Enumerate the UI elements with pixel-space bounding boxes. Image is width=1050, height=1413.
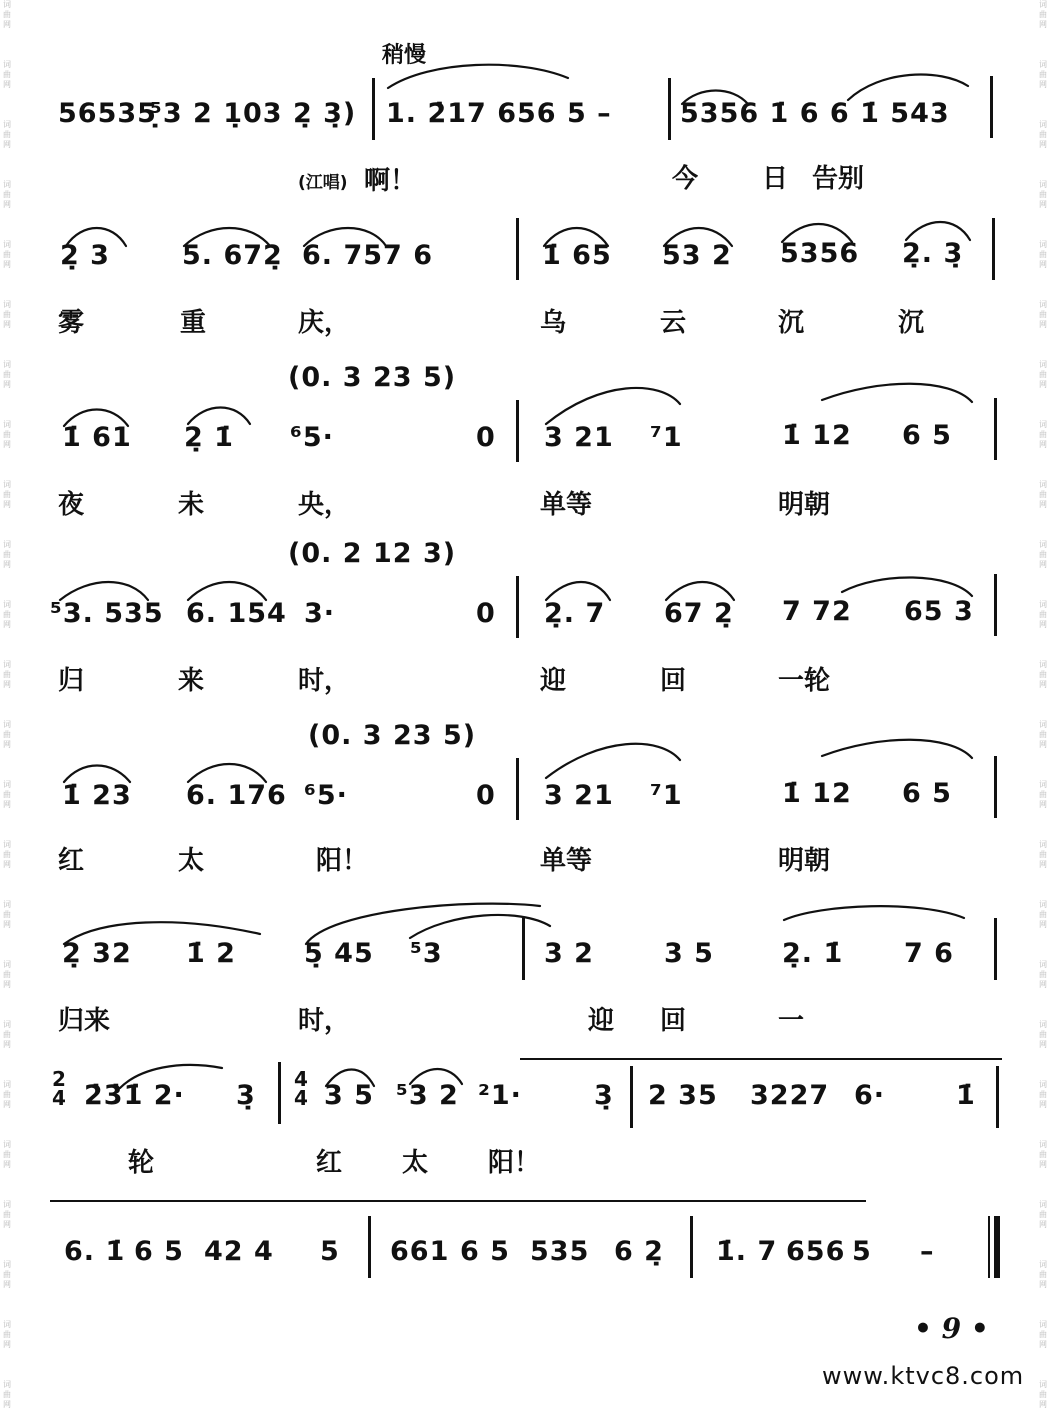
slur <box>822 740 972 758</box>
lyric: 归 <box>58 666 85 696</box>
slur <box>842 577 972 596</box>
lyric: 太 <box>402 1148 429 1178</box>
barline <box>278 1062 281 1124</box>
barline <box>994 918 997 980</box>
slur <box>546 744 680 778</box>
barline <box>996 1066 999 1128</box>
lyric: 红 <box>58 846 85 876</box>
note-group: 0 <box>476 598 496 629</box>
note-group: 5 <box>320 1236 340 1267</box>
side-watermark-left: 词曲网 词曲网 词曲网 词曲网 词曲网 词曲网 词曲网 词曲网 词曲网 词曲网 词曲网 词曲网 词曲网 词曲网 词曲网 词曲网 词曲网 词曲网 词曲网 词曲网 词曲网 词曲网 词曲网 词曲网 <box>3 0 11 1409</box>
note-group: ⁵3 <box>410 938 443 969</box>
note-group: 1̇ <box>956 1080 976 1111</box>
note-group: ⁵3 2 <box>396 1080 459 1111</box>
lyric: 夜 <box>58 490 85 520</box>
note-group: 65 3 <box>904 596 974 627</box>
note-group: 6 5 <box>460 1236 510 1267</box>
note-group: 6. 1̇ <box>64 1236 126 1267</box>
barline <box>372 78 375 140</box>
note-group: 3 5 <box>664 938 714 969</box>
note-group: 6. 757 6 <box>302 240 433 271</box>
note-group: 6 5 <box>902 420 952 451</box>
lyric: 单等 <box>540 490 593 520</box>
note-group: 6. 176 <box>186 780 287 811</box>
interlude-group: (0. 3 23 5) <box>308 720 477 751</box>
note-group: ⁵3. 535 <box>50 598 164 629</box>
page-number-value: 9 <box>941 1312 962 1345</box>
lyric: 来 <box>178 666 205 696</box>
time-sig-denominator: 4 <box>52 1086 66 1110</box>
lyric: 今 <box>672 164 699 194</box>
note-group: 1̇ 65 <box>542 240 612 271</box>
note-group: 2̣. 7 <box>544 598 606 629</box>
note-group: 56535 <box>58 98 157 129</box>
lyric: 沉 <box>778 308 805 338</box>
lyric: 一轮 <box>778 666 831 696</box>
barline <box>994 756 997 818</box>
site-watermark: www.ktvc8.com <box>822 1362 1025 1390</box>
note-group: 2̣ 32 <box>62 938 132 969</box>
slur <box>822 384 972 402</box>
lyric: (江唱) <box>298 173 348 193</box>
note-group: 5̣ 45 <box>304 938 374 969</box>
note-group: 5356 <box>780 238 860 269</box>
dot-icon: • <box>970 1312 989 1345</box>
note-group: 2̇3̇1̇ 2· <box>84 1080 185 1111</box>
barline <box>690 1216 693 1278</box>
note-group: 656 <box>786 1236 846 1267</box>
lyric: 阳！ <box>488 1148 541 1178</box>
note-group: 42 4 <box>204 1236 274 1267</box>
note-group: 3 21 <box>544 422 614 453</box>
lyric: 啊！ <box>364 166 417 196</box>
note-group: 1̇ 12 <box>782 420 852 451</box>
barline <box>368 1216 371 1278</box>
slur <box>784 906 964 920</box>
lyric: 庆， <box>298 308 351 338</box>
note-group: 1̇. 7 <box>716 1236 778 1267</box>
note-group: 1̇ 61 <box>62 422 132 453</box>
final-barline-thick <box>994 1216 1000 1278</box>
note-group: ²1· <box>478 1080 522 1111</box>
note-group: 535 <box>530 1236 590 1267</box>
dot-icon: • <box>914 1312 932 1345</box>
note-group: ⁶5· <box>290 422 334 453</box>
tie-line <box>50 1200 866 1202</box>
note-group: 2̣. 3̣ <box>902 238 964 269</box>
barline <box>630 1066 633 1128</box>
note-group: 6· <box>854 1080 886 1111</box>
note-group: 3 21 <box>544 780 614 811</box>
barline <box>994 398 997 460</box>
note-group: 6 5 <box>134 1236 184 1267</box>
note-group: 0 <box>476 422 496 453</box>
slur <box>848 74 968 100</box>
note-group: ⁶5· <box>304 780 348 811</box>
note-group: 6 5 <box>902 778 952 809</box>
lyric: 回 <box>660 666 687 696</box>
lyric: 告别 <box>812 164 865 194</box>
barline <box>516 218 519 280</box>
note-group: 1̇ 23 <box>62 780 132 811</box>
note-group: 3̣ <box>236 1080 256 1111</box>
lyric: 未 <box>178 490 205 520</box>
lyric: 云 <box>660 308 687 338</box>
note-group: – <box>920 1236 935 1267</box>
lyric: 单等 <box>540 846 593 876</box>
lyric: 央， <box>298 490 351 520</box>
barline <box>516 576 519 638</box>
slur <box>410 915 550 938</box>
note-group: 1̇ 2 <box>186 938 236 969</box>
note-group: 5. 672̣ <box>182 240 283 271</box>
time-signature <box>52 1067 66 1110</box>
time-signature <box>294 1067 308 1110</box>
barline <box>516 400 519 462</box>
barline <box>994 574 997 636</box>
note-group: 5356 1̇ 6 6 1̇ 543 <box>680 98 950 129</box>
note-group: 6. 154 <box>186 598 287 629</box>
note-group: 0 <box>476 780 496 811</box>
note-group: 3 5 <box>324 1080 374 1111</box>
lyric: 归来 <box>58 1006 111 1036</box>
note-group: 2̣ 1̇ <box>184 422 234 453</box>
barline <box>522 918 525 980</box>
note-group: ⁷1 <box>650 422 683 453</box>
lyric: 回 <box>660 1006 687 1036</box>
tempo-marking: 稍慢 <box>382 43 427 68</box>
note-group: 6 2̣ <box>614 1236 664 1267</box>
barline <box>992 218 995 280</box>
note-group: ⁵̣3 2 1̣03 2̣ 3̣) <box>150 98 357 129</box>
lyric: 一 <box>778 1006 805 1036</box>
time-sig-numerator: 2 <box>52 1067 66 1091</box>
final-barline-thin <box>988 1216 990 1278</box>
note-group: 2 35 <box>648 1080 718 1111</box>
note-group: 3̣ <box>594 1080 614 1111</box>
lyric: 时， <box>298 666 351 696</box>
interlude-group: (0. 3 23 5) <box>288 362 457 393</box>
note-group: 5 <box>852 1236 872 1267</box>
note-group: 3 2 <box>544 938 594 969</box>
lyric: 迎 <box>588 1006 615 1036</box>
lyric: 重 <box>180 308 207 338</box>
note-group: 661 <box>390 1236 450 1267</box>
tie-line <box>520 1058 1002 1060</box>
lyric: 迎 <box>540 666 567 696</box>
slur <box>546 388 680 424</box>
barline <box>668 78 671 140</box>
lyric: 雾 <box>58 308 85 338</box>
note-group: 3· <box>304 598 336 629</box>
lyric: 日 <box>762 164 789 194</box>
lyric: 阳！ <box>316 846 369 876</box>
note-group: 1̇ 12 <box>782 778 852 809</box>
lyric: 沉 <box>898 308 925 338</box>
note-group: 7 6 <box>904 938 954 969</box>
note-group: ⁷1 <box>650 780 683 811</box>
page-number <box>914 1312 989 1345</box>
lyric: 轮 <box>128 1148 155 1178</box>
note-group: 3227 <box>750 1080 830 1111</box>
lyric: 太 <box>178 846 205 876</box>
time-sig-denominator: 4 <box>294 1086 308 1110</box>
barline <box>990 76 993 138</box>
lyric: 明朝 <box>778 846 831 876</box>
note-group: 67 2̣ <box>664 598 734 629</box>
note-group: 2̣. 1̇ <box>782 938 844 969</box>
lyric: 时， <box>298 1006 351 1036</box>
lyric: 明朝 <box>778 490 831 520</box>
lyric: 乌 <box>540 308 567 338</box>
barline <box>516 758 519 820</box>
side-watermark-right: 词曲网 词曲网 词曲网 词曲网 词曲网 词曲网 词曲网 词曲网 词曲网 词曲网 词曲网 词曲网 词曲网 词曲网 词曲网 词曲网 词曲网 词曲网 词曲网 词曲网 词曲网 词曲网 词曲网 词曲网 <box>1039 0 1047 1409</box>
note-group: 1. 2̇17 656 5 – <box>386 98 612 129</box>
interlude-group: (0. 2 12 3) <box>288 538 457 569</box>
time-sig-numerator: 4 <box>294 1067 308 1091</box>
note-group: 2̣ 3 <box>60 240 110 271</box>
note-group: 53 2 <box>662 240 732 271</box>
note-group: 7 72 <box>782 596 852 627</box>
lyric: 红 <box>316 1148 343 1178</box>
